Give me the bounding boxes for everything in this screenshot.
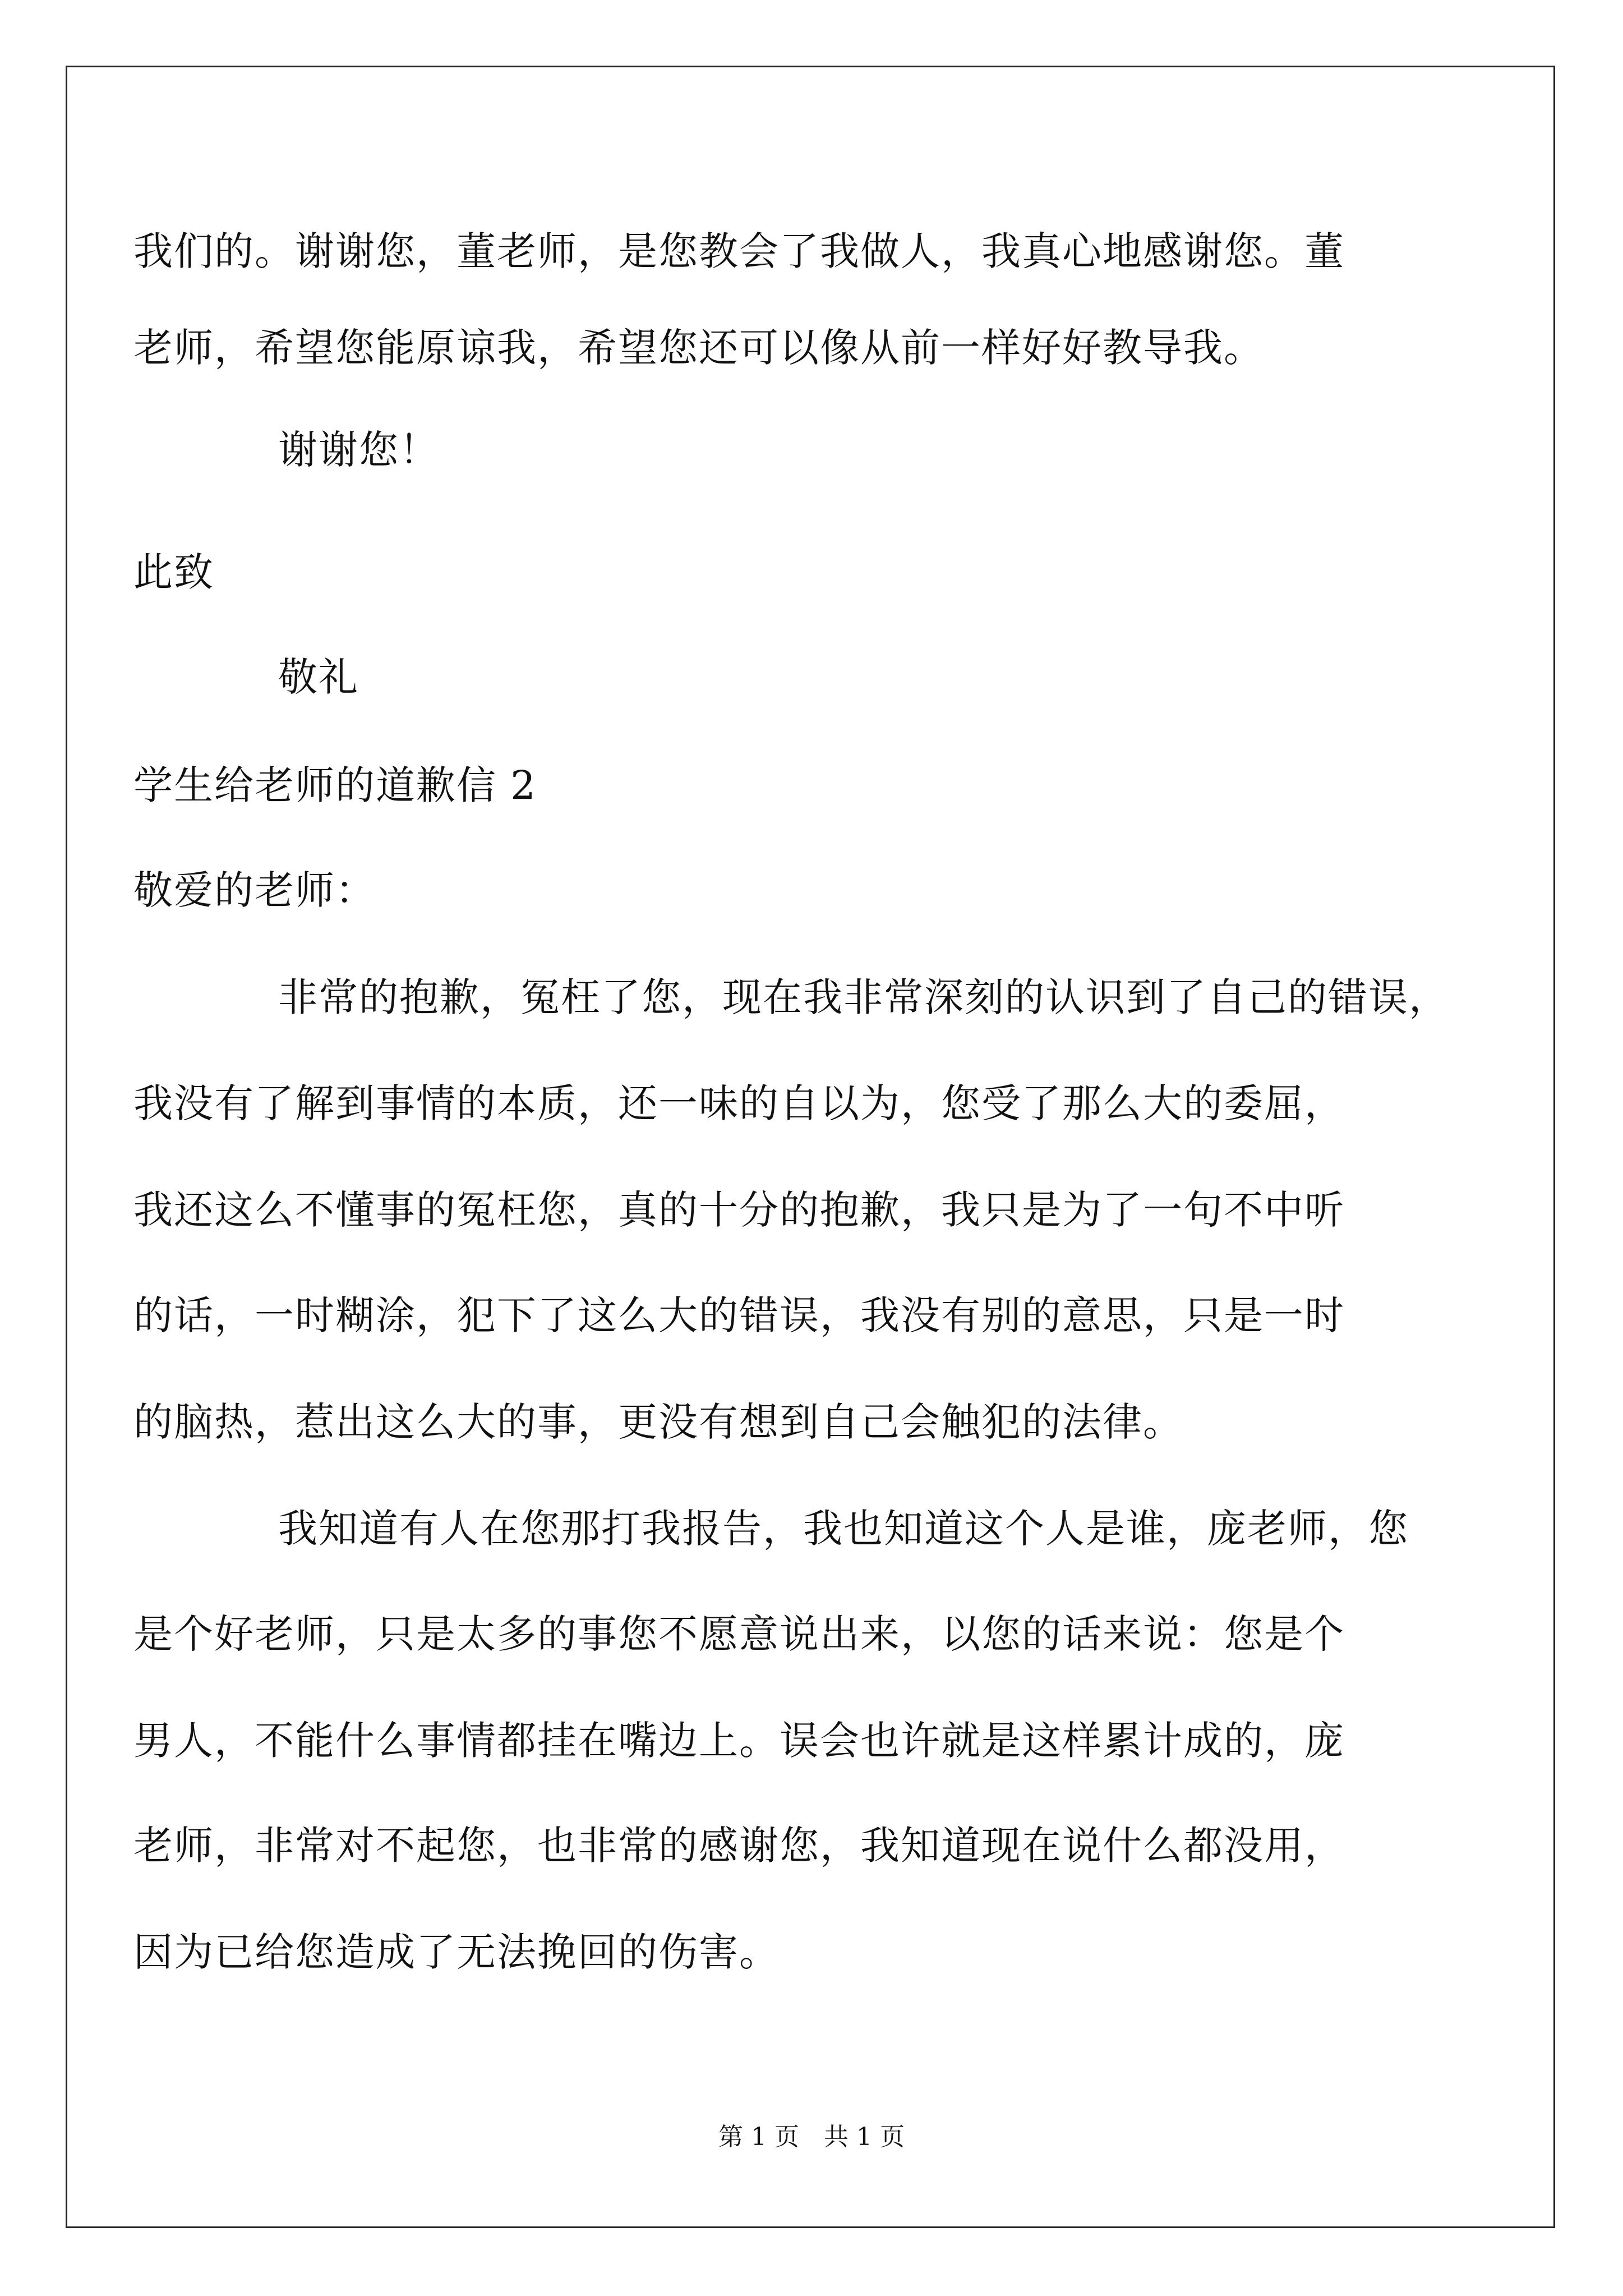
paragraph-line: 我知道有人在您那打我报告，我也知道这个人是谁，庞老师，您 xyxy=(278,1506,1409,1552)
paragraph-line: 是个好老师，只是太多的事您不愿意说出来，以您的话来说：您是个 xyxy=(133,1611,1345,1657)
paragraph-line: 我还这么不懂事的冤枉您，真的十分的抱歉，我只是为了一句不中听 xyxy=(133,1187,1345,1233)
section-title: 学生给老师的道歉信 2 xyxy=(133,762,537,808)
paragraph-line: 因为已给您造成了无法挽回的伤害。 xyxy=(133,1929,780,1975)
page-number-footer: 第 1 页 共 1 页 xyxy=(718,2123,905,2151)
salutation: 敬爱的老师： xyxy=(133,867,376,913)
page-border xyxy=(66,66,1555,2228)
paragraph-line: 非常的抱歉，冤枉了您，现在我非常深刻的认识到了自己的错误， xyxy=(278,974,1449,1020)
thanks-line: 谢谢您！ xyxy=(278,427,440,473)
paragraph-line: 我们的。谢谢您，董老师，是您教会了我做人，我真心地感谢您。董 xyxy=(133,228,1345,274)
paragraph-line: 男人，不能什么事情都挂在嘴边上。误会也许就是这样累计成的，庞 xyxy=(133,1718,1345,1764)
paragraph-line: 我没有了解到事情的本质，还一味的自以为，您受了那么大的委屈， xyxy=(133,1080,1345,1126)
paragraph-line: 的脑热，惹出这么大的事，更没有想到自己会触犯的法律。 xyxy=(133,1399,1183,1445)
closing-line: 此致 xyxy=(133,549,214,595)
paragraph-line: 的话，一时糊涂，犯下了这么大的错误，我没有别的意思，只是一时 xyxy=(133,1292,1345,1338)
closing-line: 敬礼 xyxy=(278,654,359,700)
paragraph-line: 老师，希望您能原谅我，希望您还可以像从前一样好好教导我。 xyxy=(133,325,1264,371)
paragraph-line: 老师，非常对不起您，也非常的感谢您，我知道现在说什么都没用， xyxy=(133,1823,1345,1869)
